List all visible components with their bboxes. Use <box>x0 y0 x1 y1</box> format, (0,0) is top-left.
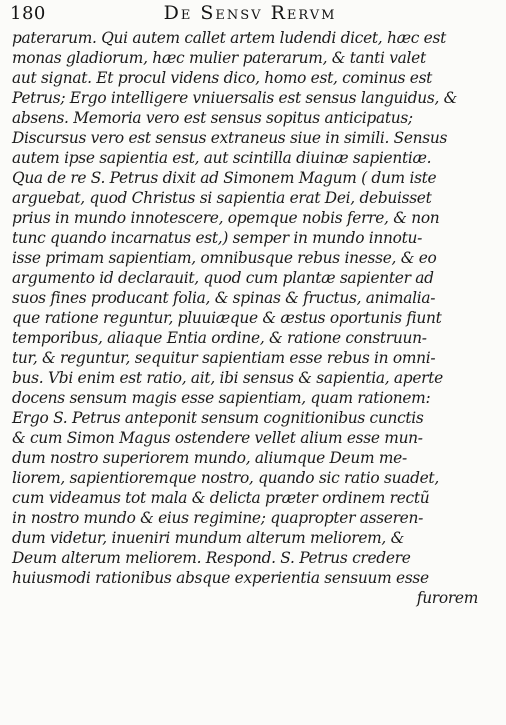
text-line: prius in mundo innotescere, opemque nobis ferre, & non <box>12 209 440 227</box>
catchword: furorem <box>416 589 478 607</box>
text-line: dum videtur, inueniri mundum alterum meliorem, & <box>12 529 405 547</box>
text-line: Qua de re S. Petrus dixit ad Simonem Magum ( dum iste <box>12 169 437 187</box>
text-line: paterarum. Qui autem callet artem ludendi dicet, hæc est <box>12 29 446 47</box>
text-line: autem ipse sapientia est, aut scintilla diuinæ sapientiæ. <box>12 149 432 167</box>
text-line: Discursus vero est sensus extraneus siue in simili. Sensus <box>12 129 448 147</box>
text-line: docens sensum magis esse sapientiam, quam rationem: <box>12 389 431 407</box>
text-line: arguebat, quod Christus si sapientia erat Dei, debuisset <box>12 189 432 207</box>
text-line: temporibus, aliaque Entia ordine, & ratione construun- <box>12 329 427 347</box>
page-header <box>10 0 490 28</box>
text-line: dum nostro superiorem mundo, aliumque Deum me- <box>12 449 407 467</box>
text-line: huiusmodi rationibus absque experientia sensuum esse <box>12 569 429 587</box>
text-line: cum videamus tot mala & delicta præter ordinem rectũ <box>12 489 430 507</box>
text-line: liorem, sapientioremque nostro, quando sic ratio suadet, <box>12 469 439 487</box>
page-number: 180 <box>10 3 46 24</box>
text-line: monas gladiorum, hæc mulier paterarum, & tanti valet <box>12 49 426 67</box>
text-line: que ratione reguntur, pluuiæque & æstus oportunis fiunt <box>12 309 442 327</box>
text-line: suos fines producant folia, & spinas & fructus, animalia- <box>12 289 436 307</box>
text-line: aut signat. Et procul videns dico, homo est, cominus est <box>12 69 433 87</box>
text-line: Deum alterum meliorem. Respond. S. Petrus credere <box>12 549 411 567</box>
running-title: De Sensv Rervm <box>163 2 337 24</box>
text-line: Ergo S. Petrus anteponit sensum cognitionibus cunctis <box>12 409 424 427</box>
text-line: Petrus; Ergo intelligere vniuersalis est sensus languidus, & <box>12 89 458 107</box>
text-line: & cum Simon Magus ostendere vellet alium esse mun- <box>12 429 423 447</box>
text-line: tunc quando incarnatus est,) semper in mundo innotu- <box>12 229 423 247</box>
text-line: argumento id declarauit, quod cum plantæ sapienter ad <box>12 269 434 287</box>
text-line: tur, & reguntur, sequitur sapientiam esse rebus in omni- <box>12 349 436 367</box>
text-line: in nostro mundo & eius regimine; quapropter asseren- <box>12 509 423 527</box>
text-line: bus. Vbi enim est ratio, ait, ibi sensus & sapientia, aperte <box>12 369 443 387</box>
body-text <box>12 28 486 608</box>
text-line: absens. Memoria vero est sensus sopitus anticipatus; <box>12 109 413 127</box>
text-line: isse primam sapientiam, omnibusque rebus inesse, & eo <box>12 249 437 267</box>
